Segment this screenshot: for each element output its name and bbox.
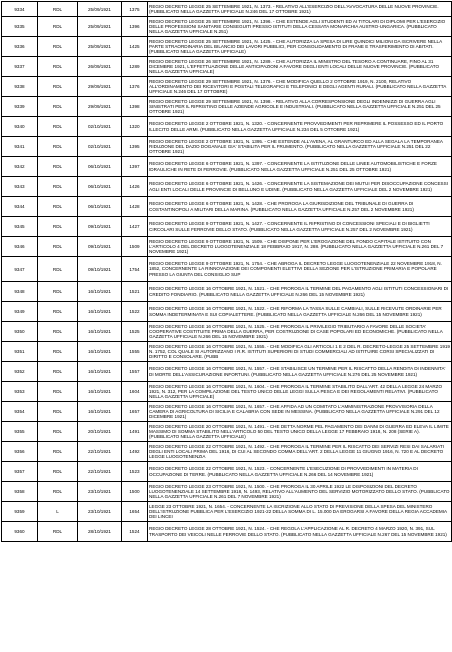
act-code: 1395 (122, 137, 148, 157)
table-row (2, 2, 452, 17)
act-type: RDL (38, 522, 78, 542)
act-type: RDL (38, 402, 78, 422)
act-type: RDL (38, 482, 78, 502)
row-number: 9348 (2, 282, 38, 302)
act-date: 29/09/1921 (78, 97, 122, 117)
act-description: REGIO DECRETO LEGGE 22 OTTOBRE 1921, N. 1492. - CHE PROROGA IL TERMINE PER IL RISCATTO DEI SERVIZI RESI DAI SALARIATI DEGLI ENTI LOCALI PRIMA DEL 1916, DI CUI AL SECONDO COMMA DELL'ART. 2 DELLA LEGGE 11 GIUGNO 1916, N. 720 E AL DECRETO LEGGE LUOGOTENENZIA (148, 442, 452, 462)
table-row (2, 177, 452, 197)
act-code: 1289 (122, 57, 148, 77)
act-date: 16/10/1921 (78, 342, 122, 362)
act-code: 1396 (122, 17, 148, 37)
row-number: 9354 (2, 402, 38, 422)
row-number: 9349 (2, 302, 38, 322)
act-description: REGIO DECRETO LEGGE 9 OTTOBRE 1921, N. 1754. - CHE ABROGA IL DECRETO LEGGE LUOGOTENENZIALE 22 NOVEMBRE 1918, N. 1852, CONCERNENTE LA RINNOVAZIONE DEI COMPONENTI ELETTIVI DELLA SEZIONE PER L'ISTRUZIONE PRIMARIA E POPOLARE PRESSO LA GIUNTA DEL CONSIGLIO SUP (148, 257, 452, 282)
table-row (2, 482, 452, 502)
act-code: 1427 (122, 217, 148, 237)
act-type: RDL (38, 17, 78, 37)
table-row (2, 17, 452, 37)
act-type: RDL (38, 282, 78, 302)
act-type: RDL (38, 257, 78, 282)
act-description: REGIO DECRETO LEGGE 22 OTTOBRE 1921, N. 1523. - CONCERNENTE L'ESECUZIONE DI PROVVEDIMENTI IN MATERIA DI OCCUPAZIONE DI TERRE. (PUBBLICATO NELLA GAZZETTA UFFICIALE N.266 DEL 14 NOVEMBRE 1921) (148, 462, 452, 482)
act-type: RDL (38, 177, 78, 197)
table-row (2, 422, 452, 442)
act-code: 1426 (122, 177, 148, 197)
act-description: REGIO DECRETO LEGGE 2 OTTOBRE 1921, N. 1320. - CONCERNENTE PROVVEDIMENTI PER REPRIMERE IL POSSESSO ED IL PORTO ILLECITO DELLE ARMI. (PUBBLICATO NELLA GAZZETTA UFFICIALE N.234 DEL 5 OTTOBRE 1921) (148, 117, 452, 137)
act-description: REGIO DECRETO LEGGE 23 OTTOBRE 1921, N. 1500. - CHE PROROGA IL 30 APRILE 1922 LE DISPOSIZIONI DEL DECRETO LUOGOTENENZIALE 14 SETTEMBRE 1918, N. 1493, RELATIVO ALL'AUMENTO DEL SERVIZIO MOTORIZZATO DELLO STATO. (PUBBLICATO NELLA GAZZETTA UFFICIALE N.261 DEL 7 NOVEMBRE 1921) (148, 482, 452, 502)
table-row (2, 197, 452, 217)
act-date: 16/10/1921 (78, 382, 122, 402)
row-number: 9341 (2, 137, 38, 157)
act-date: 16/10/1921 (78, 302, 122, 322)
table-row (2, 97, 452, 117)
table-row (2, 302, 452, 322)
act-date: 29/09/1921 (78, 77, 122, 97)
row-number: 9352 (2, 362, 38, 382)
act-type: RDL (38, 217, 78, 237)
act-code: 1555 (122, 342, 148, 362)
table-row (2, 77, 452, 97)
table-row (2, 402, 452, 422)
act-date: 25/09/1921 (78, 17, 122, 37)
act-date: 16/10/1921 (78, 362, 122, 382)
act-description: REGIO DECRETO LEGGE 29 SETTEMBRE 1921, N. 1398. - RELATIVO ALLA CORRESPONSIONE DEGLI INDENNIZZI DI GUERRA AGLI SINISTRATI PER IL RIPRISTINO DELLE AZIENDE AGRICOLE E INDUSTRIALI. (PUBBLICATO NELLA GAZZETTA UFFICIALE N.251 DEL 25 OTTOBRE 1921) (148, 97, 452, 117)
act-date: 23/10/1921 (78, 482, 122, 502)
act-description: REGIO DECRETO LEGGE 29 SETTEMBRE 1921, N. 1376. - CHE MODIFICA QUELLO 2 OTTOBRE 1919, N. 2100, RELATIVO ALL'ORDINAMENTO DEI RICEVITORI E POSTALI TELEGRAFICI E TELEFONICI E DEGLI AGENTI RURALI. (PUBBLICATO NELLA GAZZETTA UFFICIALE N.246 DEL 17 OTTOBRE) (148, 77, 452, 97)
act-description: REGIO DECRETO LEGGE 16 OTTOBRE 1921, N. 1604. - CHE PROROGA IL TERMINE STABILITO DALL'ART. 42 DELLA LEGGE 24 MARZO 1921, N. 312, PER LA COMPILAZIONE DEL TESTO UNICO DELLE LEGGI SULLA PESCA E DEI REGOLAMENTI RELATIVI. (PUBBLICATO NELLA GAZZETTA UFFICIALE) (148, 382, 452, 402)
act-type: RDL (38, 462, 78, 482)
act-description: REGIO DECRETO LEGGE 16 OTTOBRE 1921, N. 1557. - CHE STABILISCE UN TERMINE PER IL RISCATTO DELLA RENDITA DI INDENNITA' DI MORTE DELL'ASSICURAZIONE INFORTUNI. (PUBBLICATO NELLA GAZZETTA UFFICIALE N.276 DEL 25 NOVEMBRE 1921) (148, 362, 452, 382)
act-code: 1398 (122, 97, 148, 117)
row-number: 9345 (2, 217, 38, 237)
act-description: REGIO DECRETO LEGGE 16 OTTOBRE 1921, N. 1555. - CHE MODIFICA GLI ARTICOLI 1 E 2 DEL R. DECRETO-LEGGE 25 SETTEMBRE 1919 N. 1752, COL QUALE SI AUTORIZZANO I R.R. ISTITUTI SUPERIORI DI STUDI COMMERCIALI AD ISTITUIRE CORSI SPECIALIZZATI DI DIRITTO E CONSOLARE. (PUBB (148, 342, 452, 362)
act-description: REGIO DECRETO LEGGE 6 OTTOBRE 1921, N. 1428. - CHE PROROGA LA GIURISDIZIONE DEL TRIBUNALE DI GUERRA DI COSTANTINOPOLI A MILITARI DELLA MARINA. (PUBBLICATO NELLA GAZZETTA UFFICIALE N.257 DEL 2 NOVEMBRE 1921) (148, 197, 452, 217)
table-row (2, 462, 452, 482)
act-code: 1500 (122, 482, 148, 502)
table-row (2, 217, 452, 237)
row-number: 9351 (2, 342, 38, 362)
act-code: 1522 (122, 302, 148, 322)
act-date: 02/10/1921 (78, 117, 122, 137)
act-code: 1375 (122, 2, 148, 17)
act-code: 1492 (122, 442, 148, 462)
act-description: REGIO DECRETO LEGGE 2 OTTOBRE 1921, N. 1395. - CHE ESTENDE ALL'AVENA, AL GRANTURCO ED ALLA SEGALA LA TEMPORANEA RIDUZIONE DEL DAZIO DOGANALE GIA' STABILITA PER IL FRUMENTO. (PUBBLICATO NELLA GAZZETTA UFFICIALE N.251 DEL 22 OTTOBRE 1921) (148, 137, 452, 157)
act-type: RDL (38, 422, 78, 442)
act-description: REGIO DECRETO LEGGE 25 SETTEMBRE 1921, N. 1373. - RELATIVO ALL'ESERCIZIO DELL'AVVOCATURA DELLE NUOVE PROVINCIE. (PUBBLICATO NELLA GAZZETTA UFFICIALE N.246 DEL 17 OTTOBRE 1921) (148, 2, 452, 17)
act-date: 09/10/1921 (78, 257, 122, 282)
act-date: 02/10/1921 (78, 137, 122, 157)
row-number: 9360 (2, 522, 38, 542)
act-date: 16/10/1921 (78, 322, 122, 342)
act-date: 16/10/1921 (78, 402, 122, 422)
table-row (2, 37, 452, 57)
row-number: 9358 (2, 482, 38, 502)
act-type: RDL (38, 2, 78, 17)
act-type: RDL (38, 157, 78, 177)
table-row (2, 522, 452, 542)
act-date: 26/09/1921 (78, 57, 122, 77)
act-description: REGIO DECRETO LEGGE 25 SETTEMBRE 1921, N. 1396. - CHE ESTENDE AGLI STUDENTI ED AI TITOLARI DI DIPLOMI PER L'ESERCIZIO DELLE PROFESSIONI SANITARIE CONSEGUITI PRESSO ISTITUTI DELLA CESSATA MONARCHIA AUSTRO-UNGARICA. (PUBBLICATO NELLA GAZZETTA UFFICIALE N.251) (148, 17, 452, 37)
act-code: 1557 (122, 362, 148, 382)
act-code: 1654 (122, 502, 148, 522)
table-row (2, 137, 452, 157)
act-type: RDL (38, 57, 78, 77)
act-type: RDL (38, 362, 78, 382)
act-type: RDL (38, 117, 78, 137)
act-code: 1376 (122, 77, 148, 97)
act-type: RDL (38, 137, 78, 157)
act-description: REGIO DECRETO LEGGE 6 OTTOBRE 1921, N. 1426. - CONCERNENTE LA SISTEMAZIONE DEI MUTUI PER DISOCCUPAZIONE CONCESSI AGLI ENTI LOCALI DELLE PROVINCIE DI BELLUNO E UDINE. (PUBBLICATO NELLA GAZZETTA UFFICIALE DEL 2 NOVEMBRE 1921) (148, 177, 452, 197)
act-date: 25/09/1921 (78, 37, 122, 57)
act-description: REGIO DECRETO LEGGE 9 OTTOBRE 1921, N. 1427. - CONCERNENTE IL RIPRISTINO DI CONCESSIONI SPECIALI E DI BIGLIETTI CIRCOLARI SULLE FERROVIE DELLO STATO. (PUBBLICATO NELLA GAZZETTA UFFICIALE N.257 DEL 2 NOVEMBRE 1921) (148, 217, 452, 237)
act-date: 06/10/1921 (78, 157, 122, 177)
table-row (2, 362, 452, 382)
row-number: 9356 (2, 442, 38, 462)
act-description: REGIO DECRETO LEGGE 28 OTTOBRE 1921, N. 1524. - CHE REGOLA L'APPLICAZIONE AL R. DECRETO 4 MARZO 1920, N. 391, SUL TRASPORTO DEI VEICOLI NELLE FERROVIE DELLO STATO. (PUBBLICATO NELLA GAZZETTA UFFICIALE N.267 DEL 15 NOVEMBRE 1921) (148, 522, 452, 542)
act-date: 09/10/1921 (78, 237, 122, 257)
act-date: 06/10/1921 (78, 197, 122, 217)
act-description: REGIO DECRETO LEGGE 6 OTTOBRE 1921, N. 1397. - CONCERNENTE LA ISTITUZIONE DELLE LINEE AUTOMOBILISTICHE E FORZE IDRAULICHE IN RETE DI FERROVIE. (PUBBLICATO NELLA GAZZETTA UFFICIALE N.251 DEL 25 OTTOBRE 1921) (148, 157, 452, 177)
legislation-table (1, 1, 452, 542)
row-number: 9347 (2, 257, 38, 282)
table-row (2, 322, 452, 342)
act-date: 28/10/1921 (78, 522, 122, 542)
act-description: LEGGE 23 OTTOBRE 1921, N. 1654. - CONCERNENTE LA ISCRIZIONE ALLO STATO DI PREVISIONE DELLA SPESA DEL MINISTERO DELL'ISTRUZIONE PUBBLICA PER L'ESERCIZIO 1921-22 DELLA SOMMA DI L. 15.000 DA EROGARSI A FAVORE DELLA REGIA ACCADEMIA DEI LINCEI (148, 502, 452, 522)
row-number: 9355 (2, 422, 38, 442)
act-type: RDL (38, 342, 78, 362)
act-code: 1509 (122, 237, 148, 257)
act-code: 1491 (122, 422, 148, 442)
act-description: REGIO DECRETO LEGGE 16 OTTOBRE 1921, N. 1521. - CHE PROROGA IL TERMINE DEL PAGAMENTO AGLI ISTITUTI CONCESSIONARI DI CREDITO FONDIARIO. (PUBBLICATO NELLA GAZZETTA UFFICIALE N.266 DEL 15 NOVEMBRE 1921) (148, 282, 452, 302)
table-row (2, 282, 452, 302)
table-row (2, 157, 452, 177)
act-code: 1525 (122, 322, 148, 342)
table-row (2, 257, 452, 282)
table-row (2, 57, 452, 77)
row-number: 9342 (2, 157, 38, 177)
act-description: REGIO DECRETO LEGGE 26 SETTEMBRE 1921, N. 1289. - CHE AUTORIZZA IL MINISTRO DEL TESORO A CONTINUARE, FINO AL 31 DICEMBRE 1921, L'EFFETTUAZIONE DELLE ANTICIPAZIONI A FAVORE DEGLI ENTI LOCALI DELLE NUOVE PROVINCIE. (PUBBLICATO NELLA GAZZETTA UFFICIALE) (148, 57, 452, 77)
table-row (2, 502, 452, 522)
table-row (2, 237, 452, 257)
act-description: REGIO DECRETO LEGGE 25 SETTEMBRE 1921, N. 1425. - CHE AUTORIZZA LA SPESA DI LIRE QUINDICI MILIONI DA ISCRIVERE NELLA PARTE STRAORDINARIA DEL BILANCIO DEI LAVORI PUBBLICI, PER CONSOLIDAMENTO DI FRANE E TRASFERIMENTO DI ABITATI. (PUBBLICATO NELLA GAZZETTA UFFICIALE) (148, 37, 452, 57)
table-row (2, 342, 452, 362)
act-code: 1397 (122, 157, 148, 177)
row-number: 9334 (2, 2, 38, 17)
act-type: RDL (38, 197, 78, 217)
act-code: 1428 (122, 197, 148, 217)
row-number: 9339 (2, 97, 38, 117)
row-number: 9357 (2, 462, 38, 482)
row-number: 9338 (2, 77, 38, 97)
act-code: 1604 (122, 382, 148, 402)
act-description: REGIO DECRETO LEGGE 16 OTTOBRE 1921, N. 1657. - CHE AFFIDA AD UN COMITATO L'AMMINISTRAZIONE PROVVISORIA DELLA CAMERA DI AGRICOLTURA DI SICILIA E CALABRIA CON SEDE IN MESSINA. (PUBBLICATO NELLA GAZZETTA UFFICIALE N.291 DEL 12 DICEMBRE 1921) (148, 402, 452, 422)
row-number: 9343 (2, 177, 38, 197)
act-date: 22/10/1921 (78, 442, 122, 462)
act-description: REGIO DECRETO LEGGE 9 OTTOBRE 1921, N. 1509. - CHE DISPONE PER L'EROGAZIONE DEL FONDO CAPITALE ISTITUITO CON L'ARTICOLO 4 DEL DECRETO LUOGOTENENZIALE 18 FEBBRAIO 1917, N. 288. (PUBBLICATO NELLA GAZZETTA UFFICIALE N.261 DEL 7 NOVEMBRE 1921) (148, 237, 452, 257)
act-code: 1657 (122, 402, 148, 422)
act-date: 23/10/1921 (78, 502, 122, 522)
act-code: 1521 (122, 282, 148, 302)
act-type: RDL (38, 302, 78, 322)
act-type: RDL (38, 237, 78, 257)
act-date: 06/10/1921 (78, 177, 122, 197)
row-number: 9359 (2, 502, 38, 522)
act-description: REGIO DECRETO LEGGE 20 OTTOBRE 1921, N. 1491. - CHE DETTA NORME PEL PAGAMENTO DEI DANNI DI GUERRA ED ELEVA IL LIMITE MASSIMO DI SOMMA STABILITO NELL'ARTICOLO 50 DEL TESTO UNICO DELLA LEGGE 17 FEBBRAIO 1918, N. 208 (SERIE A). (PUBBLICATO NELLA GAZZETTA UFFICIALE) (148, 422, 452, 442)
table-row (2, 117, 452, 137)
row-number: 9340 (2, 117, 38, 137)
act-type: RDL (38, 442, 78, 462)
act-type: RDL (38, 77, 78, 97)
act-code: 1754 (122, 257, 148, 282)
act-date: 16/10/1921 (78, 282, 122, 302)
row-number: 9353 (2, 382, 38, 402)
table-row (2, 382, 452, 402)
act-code: 1320 (122, 117, 148, 137)
act-description: REGIO DECRETO LEGGE 16 OTTOBRE 1921, N. 1525. - CHE PROROGA IL PRIVILEGIO TRIBUTARIO A FAVORE DELLE SOCIETA' COOPERATIVE COSTITUITE PRIMA DELLA GUERRA, PER COSTRUZIONE DI CASE POPOLARI ED ECONOMICHE. (PUBBLICATO NELLA GAZZETTA UFFICIALE N.266 DEL 15 NOVEMBRE 1921) (148, 322, 452, 342)
table-row (2, 442, 452, 462)
act-date: 20/10/1921 (78, 422, 122, 442)
act-code: 1524 (122, 522, 148, 542)
row-number: 9335 (2, 17, 38, 37)
row-number: 9346 (2, 237, 38, 257)
act-type: RDL (38, 37, 78, 57)
act-date: 09/10/1921 (78, 217, 122, 237)
act-type: RDL (38, 322, 78, 342)
row-number: 9337 (2, 57, 38, 77)
act-date: 22/10/1921 (78, 462, 122, 482)
act-code: 1523 (122, 462, 148, 482)
act-code: 1425 (122, 37, 148, 57)
act-date: 25/09/1921 (78, 2, 122, 17)
act-type: L (38, 502, 78, 522)
act-type: RDL (38, 97, 78, 117)
row-number: 9336 (2, 37, 38, 57)
row-number: 9350 (2, 322, 38, 342)
table-body (2, 2, 452, 542)
row-number: 9344 (2, 197, 38, 217)
act-description: REGIO DECRETO LEGGE 16 OTTOBRE 1921, N. 1522. - CHE RIFORMA LA TASSA SULLE CAMBIALI, SULLE RICEVUTE ORDINARIE PER SOMMA INDETERMINATA E SUI COPIALETTERE. (PUBBLICATO NELLA GAZZETTA UFFICIALE N.266 DEL 15 NOVEMBRE 1921) (148, 302, 452, 322)
act-type: RDL (38, 382, 78, 402)
